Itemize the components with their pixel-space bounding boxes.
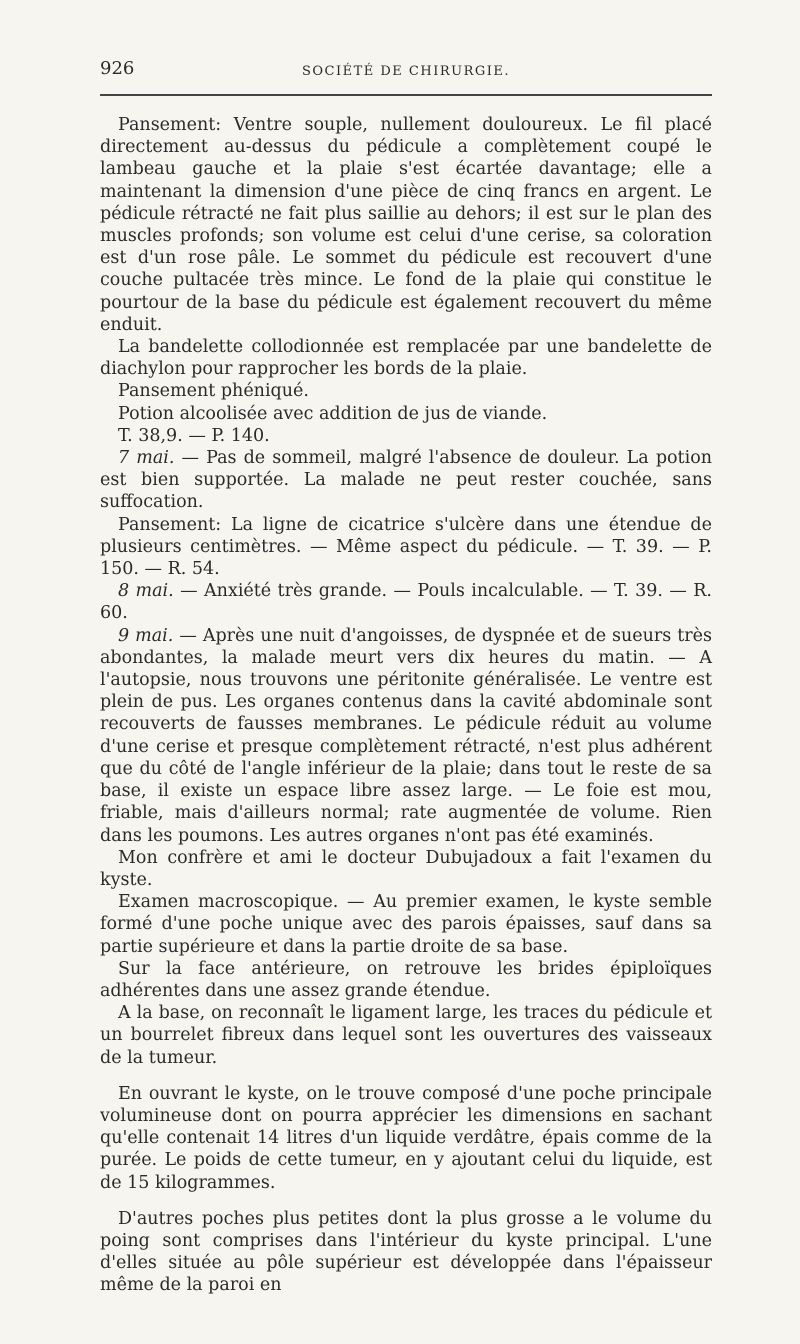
diary-entry xyxy=(100,580,712,624)
diary-entry xyxy=(100,447,712,514)
entry-text: — Pas de sommeil, malgré l'absence de douleur. La potion est bien supportée. La malade ne peut rester couchée, sans suffocation. xyxy=(100,448,712,513)
paragraph: Pansement phéniqué. xyxy=(118,381,309,402)
header-rule xyxy=(100,94,712,96)
entry-date: 8 mai. xyxy=(118,581,174,602)
page-header xyxy=(100,58,712,88)
page xyxy=(100,58,712,1297)
paragraph: D'autres poches plus petites dont la plus grosse a le volume du poing sont comprises dans l'intérieur du kyste principal. L'une d'elles située au pôle supérieur est développée dans l'épaisseur même de la paroi en xyxy=(100,1208,712,1296)
paragraph: Pansement: Ventre souple, nullement douloureux. Le fil placé directement au-dessus du pédicule a complètement coupé le lambeau gauche et la plaie s'est écartée davantage; elle a maintenant la dimension d'une pièce de cinq francs en argent. Le pédicule rétracté ne fait plus saillie au dehors; il est sur le plan des muscles profonds; son volume est celui d'une cerise, sa coloration est d'un rose pâle. Le sommet du pédicule est recouvert d'une couche pultacée très mince. Le fond de la plaie qui constitue le pourtour de la base du pédicule est également recouvert du même enduit. xyxy=(100,115,712,335)
paragraph: A la base, on reconnaît le ligament large, les traces du pédicule et un bourrelet fibreux dans lequel sont les ouvertures des vaisseaux de la tumeur. xyxy=(100,1003,712,1068)
entry-date: 9 mai. xyxy=(118,625,174,646)
running-title: SOCIÉTÉ DE CHIRURGIE. xyxy=(301,64,511,79)
entry-text: Pansement: La ligne de cicatrice s'ulcère dans une étendue de plusieurs centimètres. — Même aspect du pédicule. — T. 39. — P. 150. — R. 54. xyxy=(100,514,712,580)
entry-date: 7 mai. xyxy=(118,448,175,469)
body-text xyxy=(100,114,712,1297)
paragraph: Sur la face antérieure, on retrouve les brides épiploïques adhérentes dans une assez grande étendue. xyxy=(100,958,712,1001)
entry-text: — Après une nuit d'angoisses, de dyspnée et de sueurs très abondantes, la malade meurt vers dix heures du matin. — A l'autopsie, nous trouvons une péritonite généralisée. Le ventre est plein de pus. Les organes contenus dans la cavité abdominale sont recouverts de fausses membranes. Le pédicule réduit au volume d'une cerise et presque complètement rétracté, n'est plus adhérent que du côté de l'angle inférieur de la plaie; dans tout le reste de sa base, il existe un espace libre assez large. — Le foie est mou, friable, mais d'ailleurs normal; rate augmentée de volume. Rien dans les poumons. Les autres organes n'ont pas été examinés. xyxy=(100,625,712,846)
paragraph: T. 38,9. — P. 140. xyxy=(118,425,270,446)
entry-text: — Anxiété très grande. — Pouls incalculable. — T. 39. — R. 60. xyxy=(100,581,712,624)
diary-entry xyxy=(100,514,712,581)
paragraph: La bandelette collodionnée est remplacée par une bandelette de diachylon pour rapprocher les bords de la plaie. xyxy=(100,337,712,380)
paragraph: Examen macroscopique. — Au premier examen, le kyste semble formé d'une poche unique avec des parois épaisses, sauf dans sa partie supérieure et dans la partie droite de sa base. xyxy=(100,892,712,957)
page-number: 926 xyxy=(100,58,135,79)
diary-entry xyxy=(100,625,712,847)
paragraph: En ouvrant le kyste, on le trouve composé d'une poche principale volumineuse dont on pourra apprécier les dimensions en sachant qu'elle contenait 14 litres d'un liquide verdâtre, épais comme de la purée. Le poids de cette tumeur, en y ajoutant celui du liquide, est de 15 kilogrammes. xyxy=(100,1083,712,1193)
paragraph: Potion alcoolisée avec addition de jus de viande. xyxy=(118,403,548,424)
paragraph: Mon confrère et ami le docteur Dubujadoux a fait l'examen du kyste. xyxy=(100,847,712,890)
